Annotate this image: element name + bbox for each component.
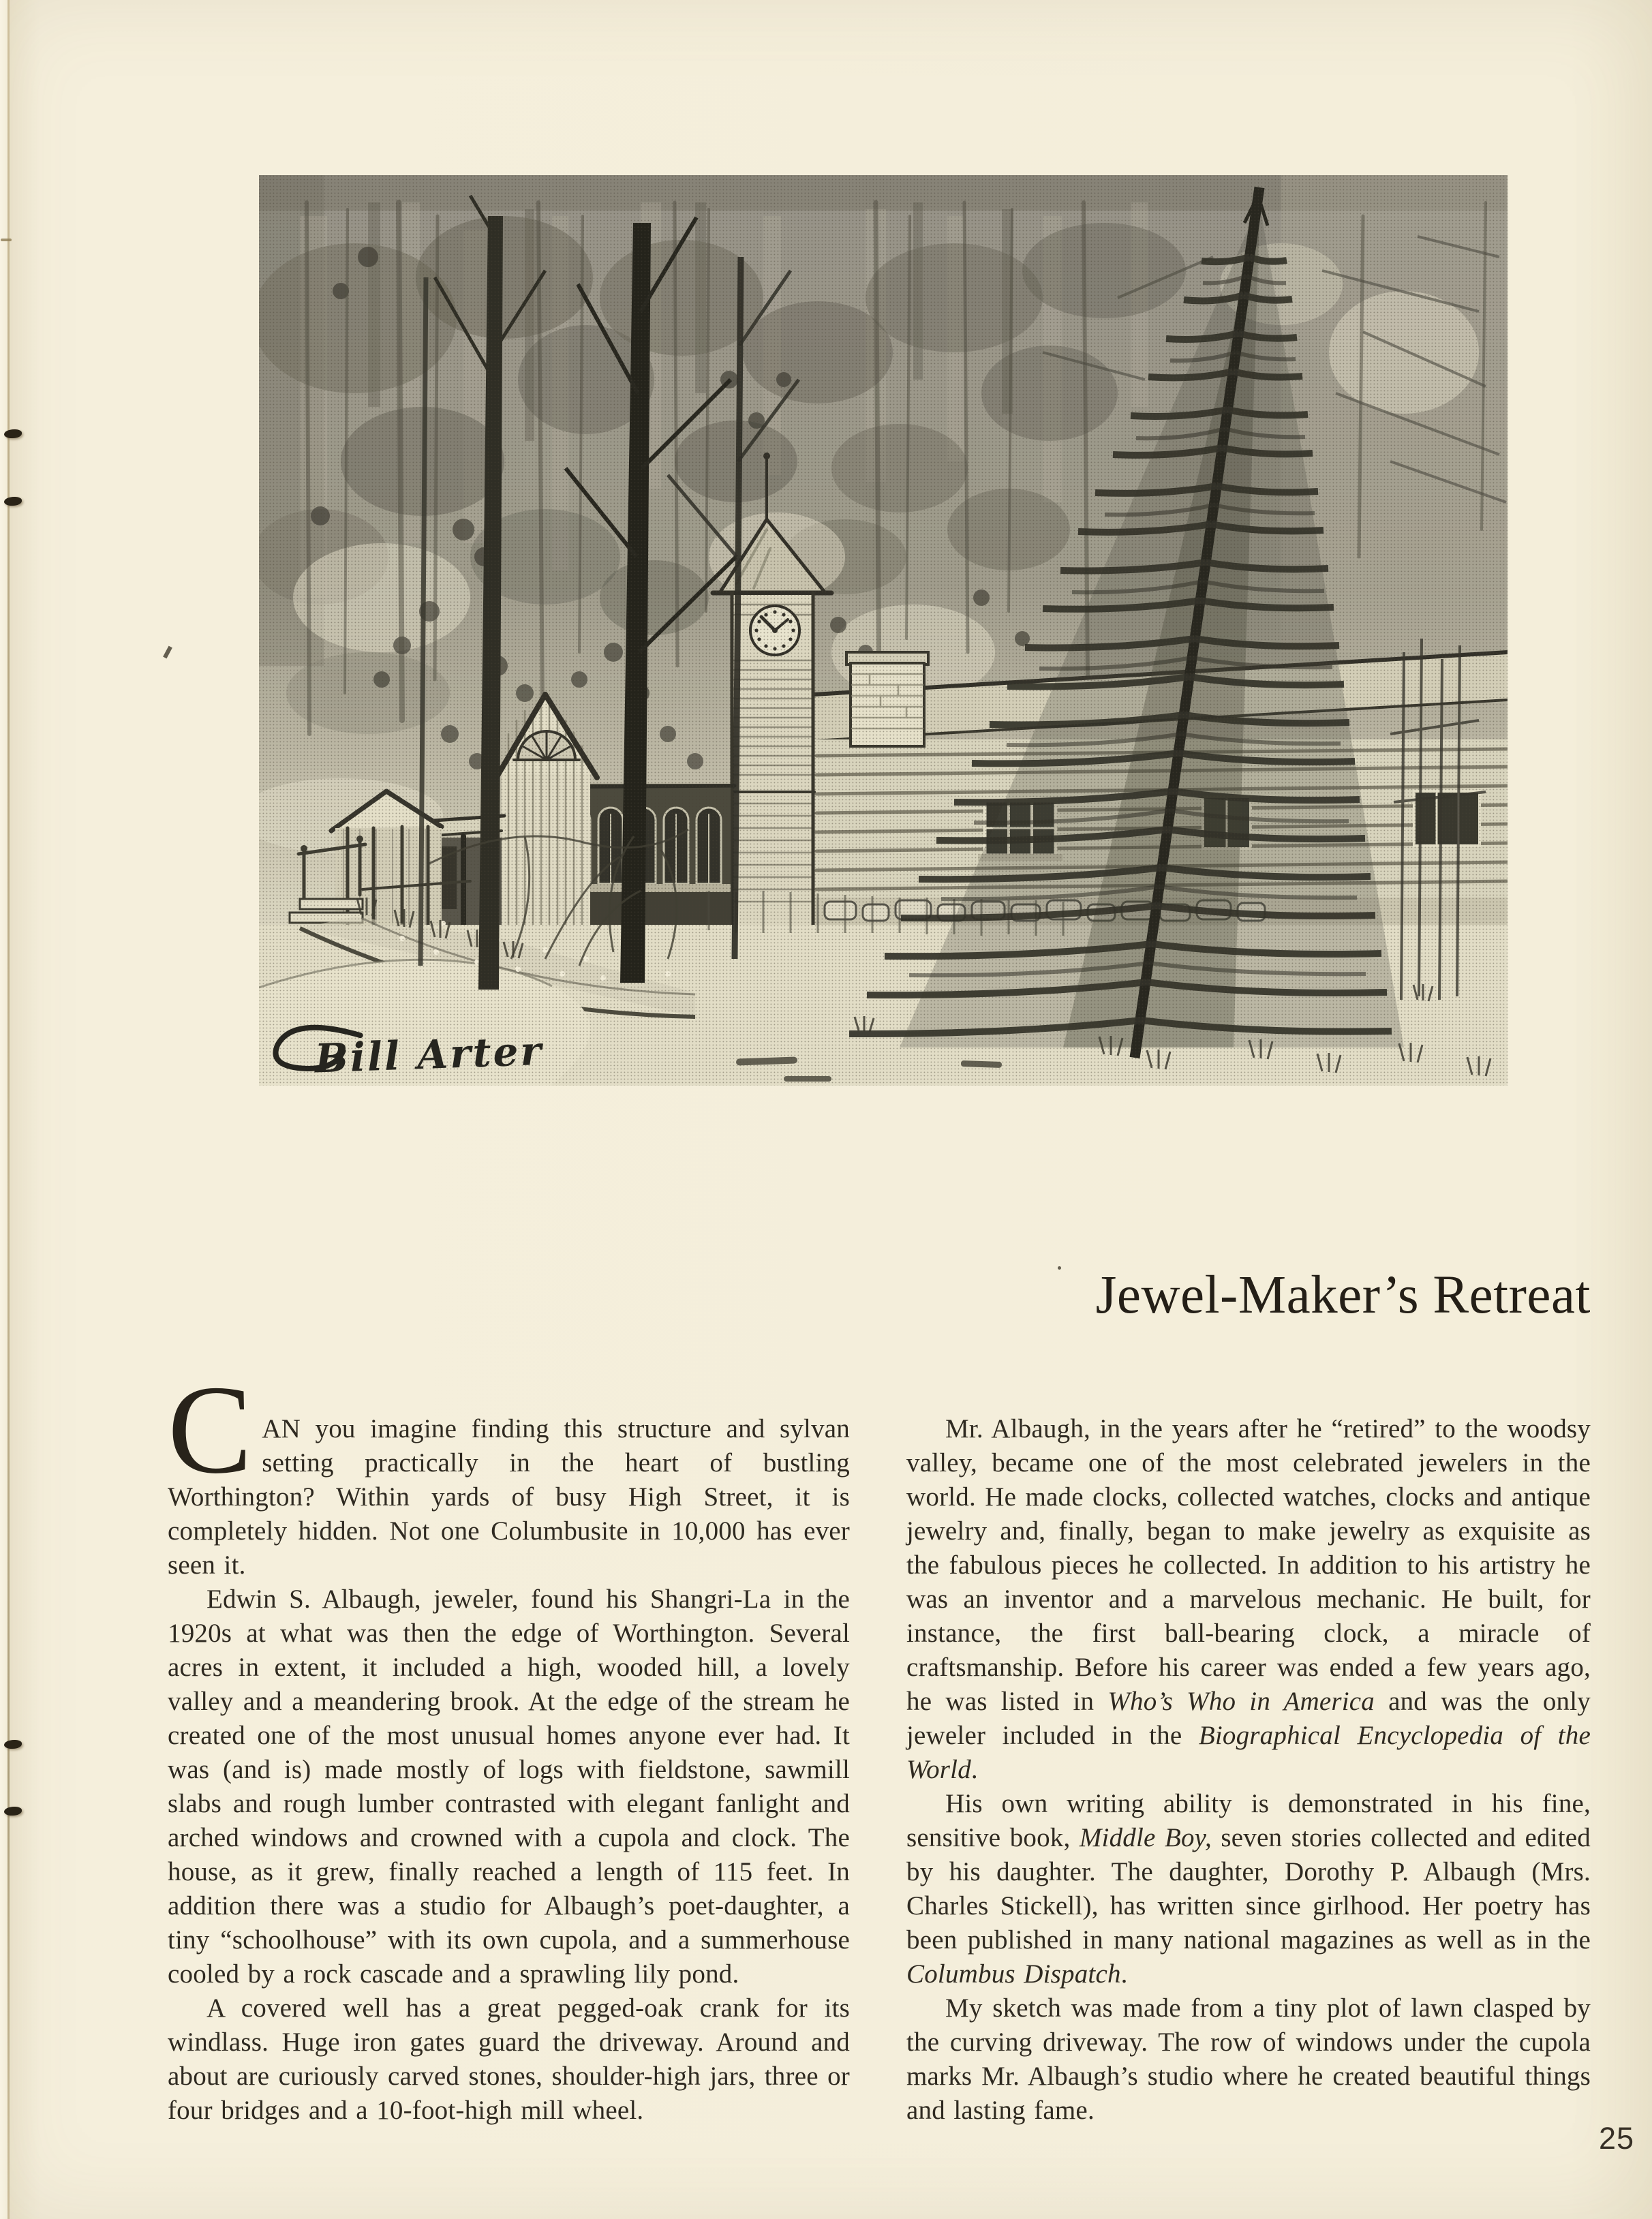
article-title: Jewel-Maker’s Retreat [1095, 1266, 1591, 1325]
right-column [906, 1412, 1591, 2128]
ink-speck [163, 646, 172, 659]
binding-mark [1, 239, 12, 241]
binding-stitch [4, 1740, 22, 1749]
page-number: 25 [1599, 2121, 1635, 2156]
paragraph: Edwin S. Albaugh, jeweler, found his Shangri-La in the 1920s at what was then the edge of Worthington. Several acres in extent, it included a high, wooded hill, a lovely valley and a meandering brook. At the edge of the stream he created one of the most unusual homes anyone ever had. It was (and is) made mostly of logs with fieldstone, sawmill slabs and rough lumber contrasted with elegant fanlight and arched windows and crowned with a cupola and clock. The house, as it grew, finally reached a length of 115 feet. In addition there was a studio for Albaugh’s poet-daughter, a tiny “schoolhouse” with its own cupola, and a summerhouse cooled by a rock cascade and a sprawling lily pond. [168, 1585, 850, 1989]
paragraph: His own writing ability is demonstrated in his fine, sensitive book, Middle Boy, seven stories collected and edited by his daughter. The daughter, Dorothy P. Albaugh (Mrs. Charles Stickell), has written since girlhood. Her poetry has been published in many national magazines as well as in the Columbus Dispatch. [906, 1789, 1591, 1989]
binding-fold [7, 0, 10, 2219]
left-column [168, 1360, 850, 2128]
binding-stitch [4, 497, 22, 506]
svg-text:Bill Arter: Bill Arter [313, 1027, 545, 1082]
paragraph: My sketch was made from a tiny plot of lawn clasped by the curving driveway. The row of windows under the cupola marks Mr. Albaugh’s studio where he created beautiful things and lasting fame. [906, 1993, 1591, 2125]
paragraph [168, 1360, 850, 1582]
dropcap: C [168, 1360, 253, 1500]
house-sketch-illustration [259, 175, 1508, 1086]
paragraph-text: AN you imagine finding this structure and sylvan setting practically in the heart of bustling Worthington? Within yards of busy High Street, it is completely hidden. Not one Columbusite in 10,000 has ever seen it. [168, 1414, 850, 1580]
paragraph: Mr. Albaugh, in the years after he “retired” to the woodsy valley, became one of the most celebrated jewelers in the world. He made clocks, collected watches, clocks and antique jewelry and, finally, began to make jewelry as exquisite as the fabulous pieces he collected. In addition to his artistry he was an inventor and a marvelous mechanic. He built, for instance, the first ball-bearing clock, a miracle of craftsmanship. Before his career was ended a few years ago, he was listed in Who’s Who in America and was the only jeweler included in the Biographical Encyclopedia of the World. [906, 1414, 1591, 1784]
page-edge [0, 0, 7, 2219]
binding-stitch [4, 429, 22, 438]
paragraph: A covered well has a great pegged-oak crank for its windlass. Huge iron gates guard the driveway. Around and about are curiously carved stones, shoulder-high jars, three or four bridges and a 10-foot-high mill wheel. [168, 1993, 850, 2125]
binding-stitch [4, 1807, 22, 1816]
